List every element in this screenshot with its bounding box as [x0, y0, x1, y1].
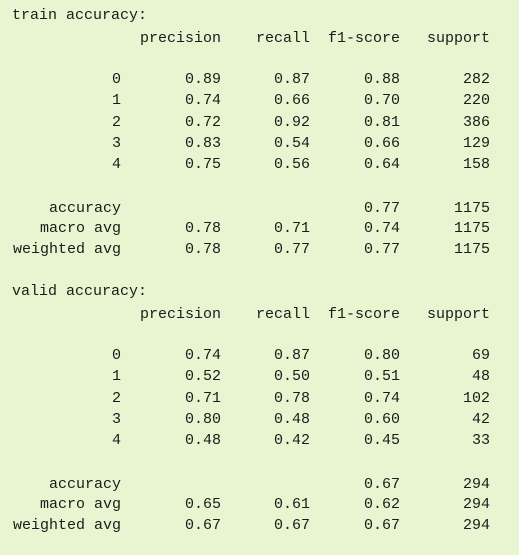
support-value: 42: [471, 411, 490, 428]
row-label: 2: [111, 390, 121, 407]
precision-value: 0.48: [184, 432, 221, 449]
f1-value: 0.80: [363, 347, 400, 364]
precision-value: 0.71: [184, 390, 221, 407]
summary-row-weighted-avg: [0, 516, 519, 536]
row-label: 0: [111, 347, 121, 364]
precision-value: 0.52: [184, 368, 221, 385]
f1-value: 0.51: [363, 368, 400, 385]
support-value: 386: [462, 114, 490, 131]
header-support: support: [426, 306, 490, 323]
table-row: [0, 367, 519, 387]
recall-value: 0.77: [273, 241, 310, 258]
f1-value: 0.62: [363, 496, 400, 513]
row-label: weighted avg: [12, 517, 121, 534]
header-f1-score: f1-score: [327, 30, 400, 47]
table-row: [0, 134, 519, 154]
recall-value: 0.42: [273, 432, 310, 449]
recall-value: 0.78: [273, 390, 310, 407]
recall-value: 0.50: [273, 368, 310, 385]
row-label: 0: [111, 71, 121, 88]
recall-value: 0.66: [273, 92, 310, 109]
summary-row-accuracy: [0, 199, 519, 219]
support-value: 158: [462, 156, 490, 173]
recall-value: 0.67: [273, 517, 310, 534]
table-row: [0, 113, 519, 133]
f1-value: 0.67: [363, 476, 400, 493]
row-label: 1: [111, 368, 121, 385]
precision-value: 0.80: [184, 411, 221, 428]
table-row: [0, 155, 519, 175]
recall-value: 0.71: [273, 220, 310, 237]
row-label: 4: [111, 156, 121, 173]
f1-value: 0.77: [363, 200, 400, 217]
support-value: 1175: [453, 200, 490, 217]
f1-value: 0.88: [363, 71, 400, 88]
recall-value: 0.61: [273, 496, 310, 513]
recall-value: 0.54: [273, 135, 310, 152]
support-value: 48: [471, 368, 490, 385]
f1-value: 0.67: [363, 517, 400, 534]
support-value: 33: [471, 432, 490, 449]
support-value: 294: [462, 476, 490, 493]
f1-value: 0.60: [363, 411, 400, 428]
f1-value: 0.45: [363, 432, 400, 449]
table-row: [0, 91, 519, 111]
precision-value: 0.78: [184, 220, 221, 237]
precision-value: 0.74: [184, 92, 221, 109]
row-label: 2: [111, 114, 121, 131]
support-value: 294: [462, 496, 490, 513]
f1-value: 0.66: [363, 135, 400, 152]
header-row: [0, 305, 519, 325]
support-value: 69: [471, 347, 490, 364]
table-row: [0, 346, 519, 366]
recall-value: 0.92: [273, 114, 310, 131]
header-support: support: [426, 30, 490, 47]
precision-value: 0.72: [184, 114, 221, 131]
precision-value: 0.67: [184, 517, 221, 534]
precision-value: 0.78: [184, 241, 221, 258]
support-value: 102: [462, 390, 490, 407]
table-row: [0, 70, 519, 90]
table-row: [0, 410, 519, 430]
row-label: 4: [111, 432, 121, 449]
f1-value: 0.77: [363, 241, 400, 258]
table-row: [0, 389, 519, 409]
support-value: 129: [462, 135, 490, 152]
header-f1-score: f1-score: [327, 306, 400, 323]
row-label: 1: [111, 92, 121, 109]
header-precision: precision: [139, 306, 221, 323]
support-value: 1175: [453, 220, 490, 237]
f1-value: 0.74: [363, 220, 400, 237]
support-value: 1175: [453, 241, 490, 258]
summary-row-accuracy: [0, 475, 519, 495]
support-value: 294: [462, 517, 490, 534]
row-label: 3: [111, 135, 121, 152]
recall-value: 0.87: [273, 71, 310, 88]
row-label: macro avg: [39, 220, 121, 237]
header-recall: recall: [255, 30, 310, 47]
row-label: weighted avg: [12, 241, 121, 258]
precision-value: 0.74: [184, 347, 221, 364]
f1-value: 0.81: [363, 114, 400, 131]
row-label: accuracy: [48, 200, 121, 217]
row-label: accuracy: [48, 476, 121, 493]
support-value: 282: [462, 71, 490, 88]
precision-value: 0.89: [184, 71, 221, 88]
row-label: 3: [111, 411, 121, 428]
recall-value: 0.48: [273, 411, 310, 428]
report-title: valid accuracy:: [12, 283, 148, 300]
support-value: 220: [462, 92, 490, 109]
table-row: [0, 431, 519, 451]
precision-value: 0.83: [184, 135, 221, 152]
summary-row-macro-avg: [0, 219, 519, 239]
f1-value: 0.70: [363, 92, 400, 109]
summary-row-macro-avg: [0, 495, 519, 515]
report-title: train accuracy:: [12, 7, 148, 24]
precision-value: 0.75: [184, 156, 221, 173]
header-row: [0, 29, 519, 49]
precision-value: 0.65: [184, 496, 221, 513]
f1-value: 0.64: [363, 156, 400, 173]
row-label: macro avg: [39, 496, 121, 513]
header-precision: precision: [139, 30, 221, 47]
recall-value: 0.56: [273, 156, 310, 173]
header-recall: recall: [255, 306, 310, 323]
summary-row-weighted-avg: [0, 240, 519, 260]
recall-value: 0.87: [273, 347, 310, 364]
f1-value: 0.74: [363, 390, 400, 407]
